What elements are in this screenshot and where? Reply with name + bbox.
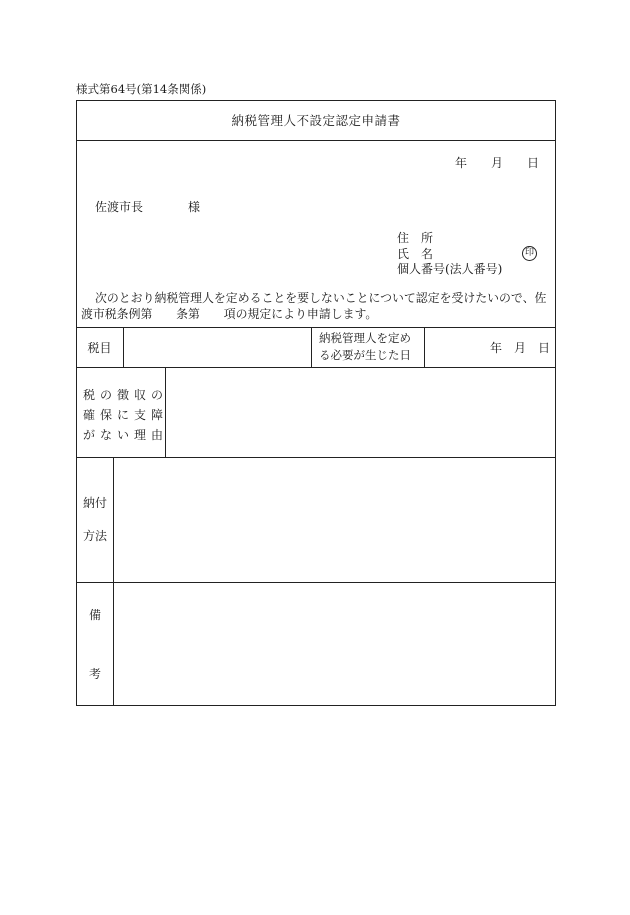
address-label: 住 所: [397, 231, 434, 245]
name-label: 氏 名: [397, 247, 434, 261]
need-date-day: 日: [538, 341, 551, 355]
personal-number-label: 個人番号(法人番号): [397, 262, 503, 276]
tax-item-label: 税目: [87, 341, 112, 355]
statement-line-1: 次のとおり納税管理人を定めることを要しないことについて認定を受けたいので、佐: [95, 291, 547, 305]
payment-label-line-1: 納付: [83, 496, 108, 510]
date-day: 日: [527, 156, 540, 170]
statement-divider: [76, 327, 556, 328]
addressee-mayor: 佐渡市長: [95, 200, 144, 214]
seal-mark: 印: [522, 246, 537, 261]
remarks-label-line-2: 考: [89, 667, 102, 681]
reason-label-line-2: 確保に支障: [83, 408, 169, 422]
payment-label-line-2: 方法: [83, 529, 108, 543]
reason-row-divider: [76, 457, 556, 458]
reason-label-line-1: 税の徴収の: [83, 388, 169, 402]
payment-label-divider: [113, 457, 114, 706]
statement-line-2: 渡市税条例第 条第 項の規定により申請します。: [81, 307, 378, 321]
date-month: 月: [491, 156, 504, 170]
remarks-label-line-1: 備: [89, 608, 102, 622]
payment-row-divider: [76, 582, 556, 583]
reason-label-line-3: がない理由: [83, 428, 169, 442]
application-form-frame: [76, 100, 556, 706]
tax-item-value-divider: [311, 327, 312, 367]
need-date-label-line-2: る必要が生じた日: [319, 348, 411, 362]
need-date-year: 年: [490, 341, 503, 355]
date-year: 年: [455, 156, 468, 170]
form-title: 納税管理人不設定認定申請書: [231, 113, 401, 128]
tax-row-divider: [76, 367, 556, 368]
title-divider: [76, 140, 556, 141]
need-date-label-line-1: 納税管理人を定め: [319, 331, 411, 345]
addressee-honorific: 様: [188, 200, 201, 214]
need-date-divider: [424, 327, 425, 367]
form-number: 様式第64号(第14条関係): [76, 82, 207, 96]
need-date-month: 月: [514, 341, 527, 355]
tax-item-label-divider: [123, 327, 124, 367]
